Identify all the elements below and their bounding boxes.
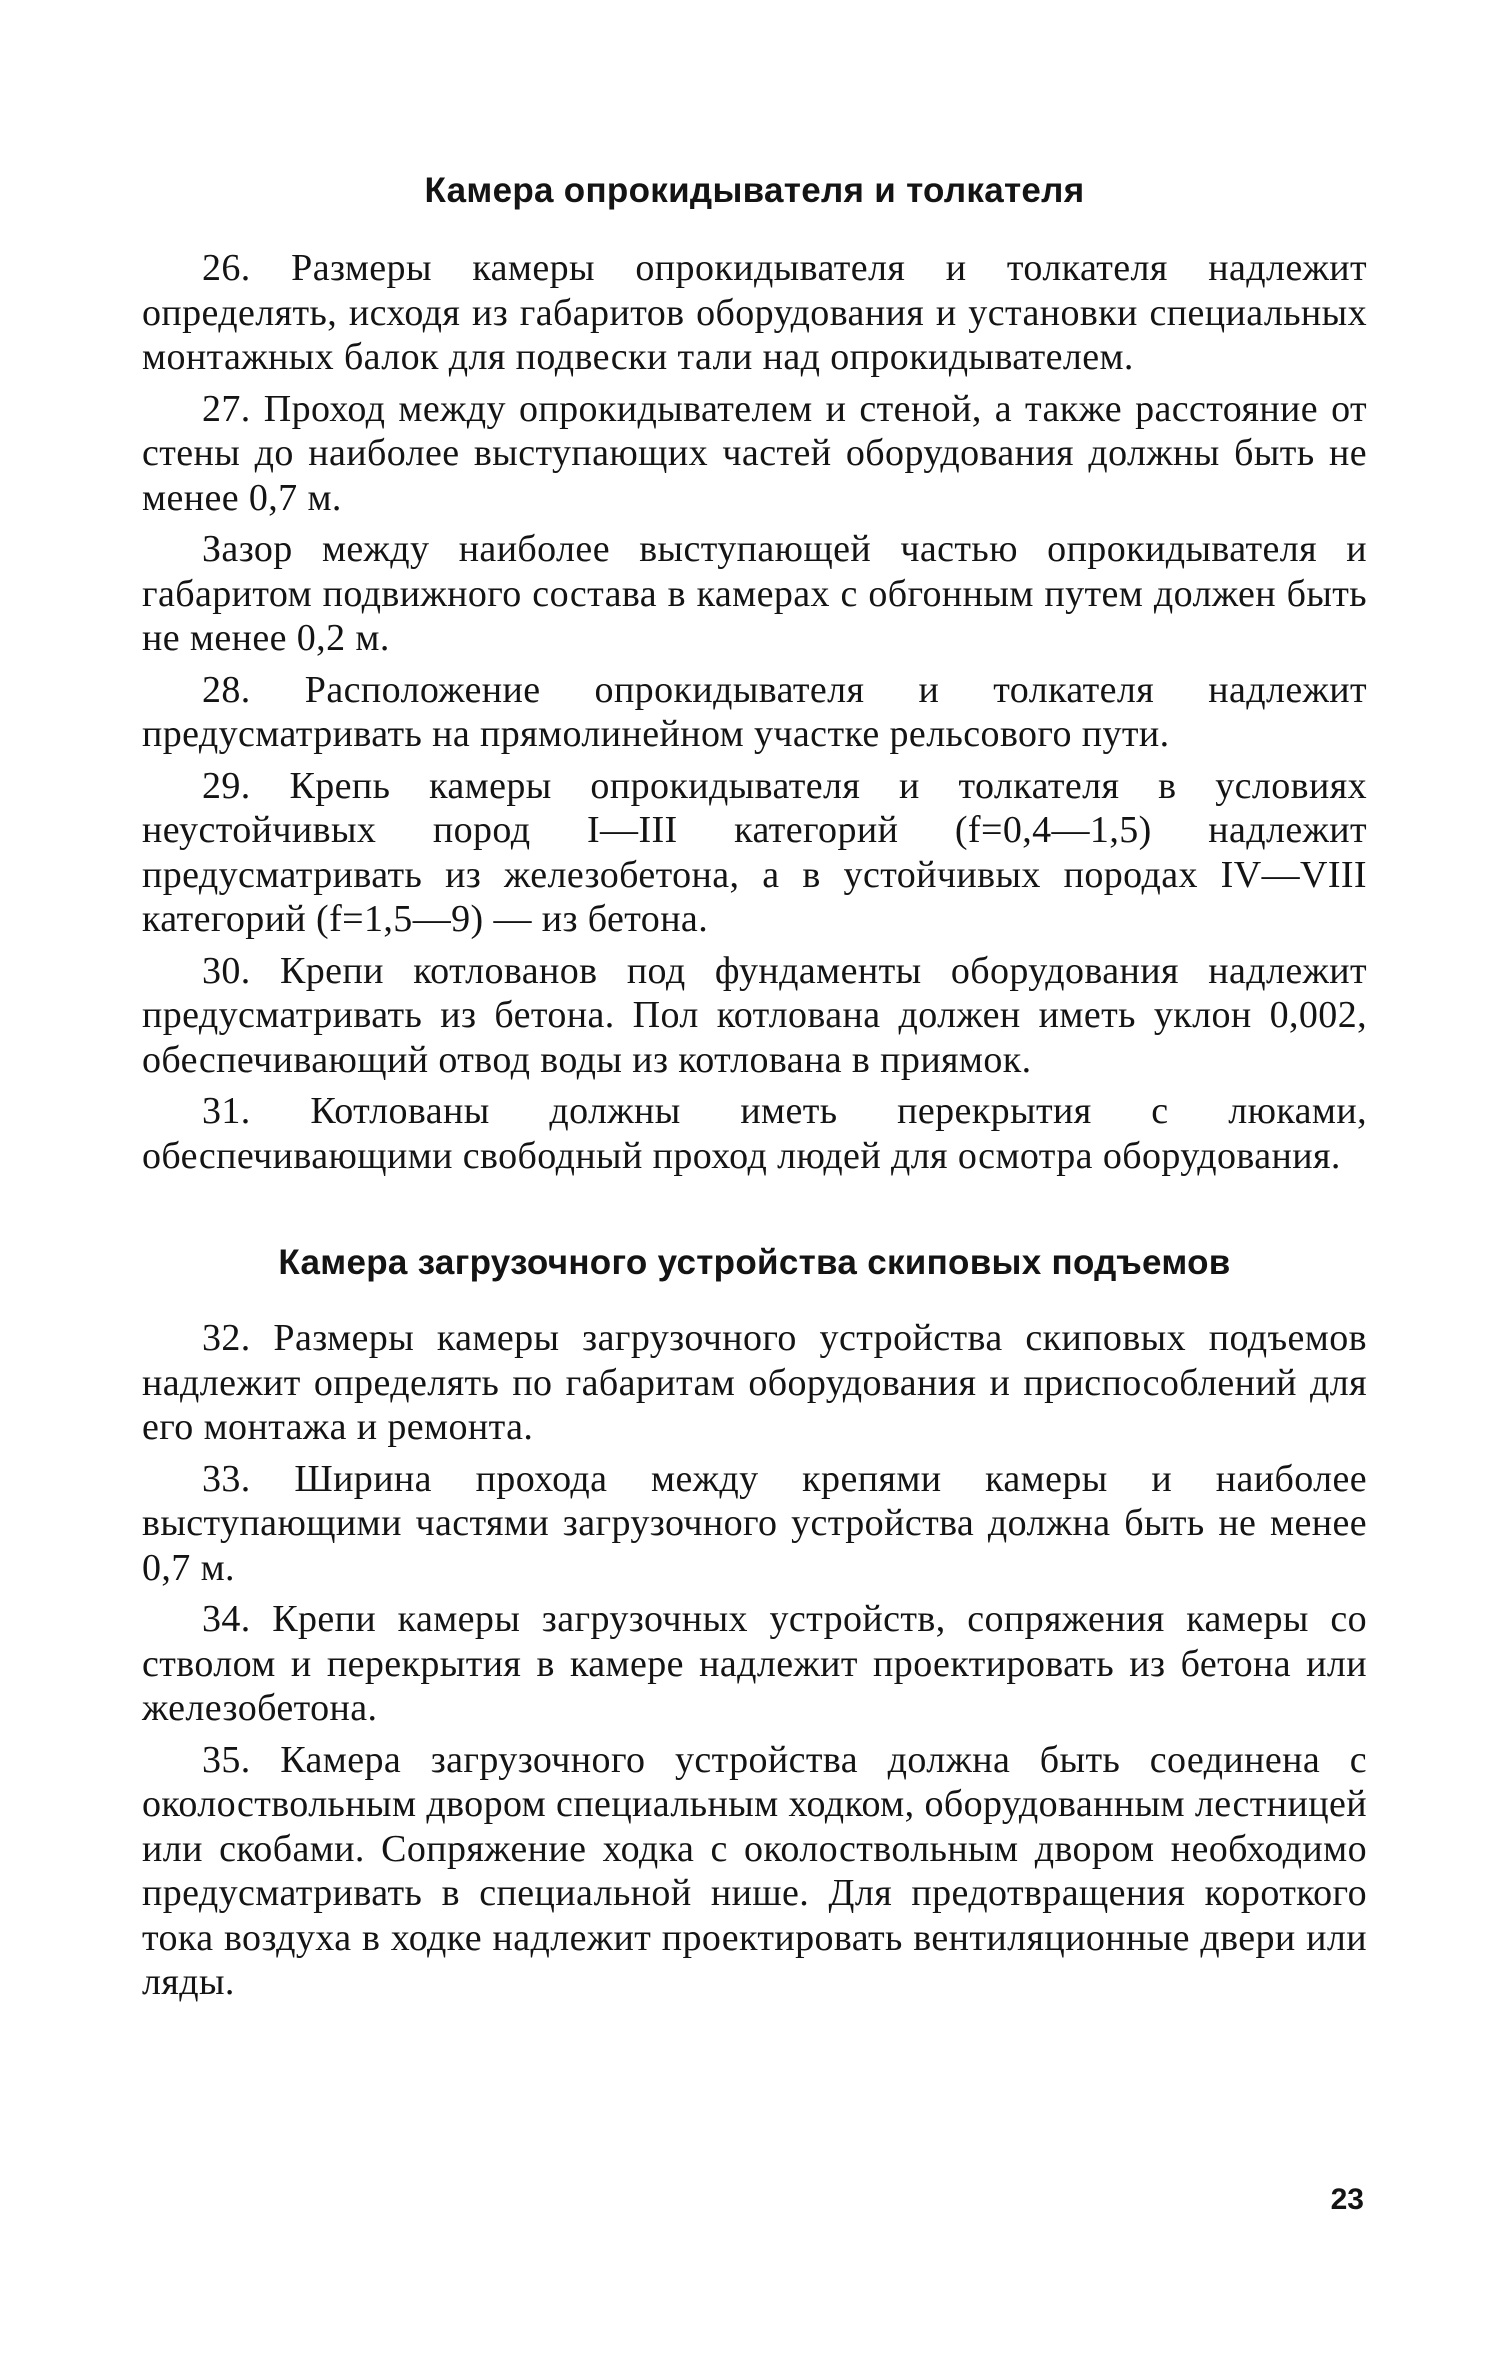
paragraph-27-clearance: Зазор между наиболее выступающей частью опрокидывателя и габаритом подвижного состава в камерах с обгонным путем должен быть не менее 0,2 м. xyxy=(142,528,1367,659)
paragraph-31: 31. Котлованы должны иметь перекрытия с люками, обеспечивающими свободный проход людей для осмотра оборудования. xyxy=(142,1090,1367,1177)
paragraph-33: 33. Ширина прохода между крепями камеры и наиболее выступающими частями загрузочного устройства должна быть не менее 0,7 м. xyxy=(142,1457,1367,1589)
paragraph-35: 35. Камера загрузочного устройства должна быть соединена с околоствольным двором специальным ходком, оборудованным лестницей или скобами. Сопряжение ходка с околоствольным двором необходимо предусматривать в специальной нише. Для предотвращения короткого тока воздуха в ходке надлежит проектировать вентиляционные двери или ляды. xyxy=(142,1738,1367,2003)
section-title-tipper-chamber: Камера опрокидывателя и толкателя xyxy=(424,171,1085,210)
paragraph-27: 27. Проход между опрокидывателем и стеной, а также расстояние от стены до наиболее выступающих частей оборудования должны быть не менее 0,7 м. xyxy=(142,387,1367,519)
paragraph-30: 30. Крепи котлованов под фундаменты оборудования надлежит предусматривать из бетона. Пол котлована должен иметь уклон 0,002, обеспечивающий отвод воды из котлована в приямок. xyxy=(142,949,1367,1081)
document-page xyxy=(142,160,1367,2012)
paragraph-34: 34. Крепи камеры загрузочных устройств, сопряжения камеры со стволом и перекрытия в камере надлежит проектировать из бетона или железобетона. xyxy=(142,1598,1367,1729)
paragraph-26: 26. Размеры камеры опрокидывателя и толкателя надлежит определять, исходя из габаритов оборудования и установки специальных монтажных балок для подвески тали над опрокидывателем. xyxy=(142,247,1367,378)
paragraph-32: 32. Размеры камеры загрузочного устройства скиповых подъемов надлежит определять по габаритам оборудования и приспособлений для его монтажа и ремонта. xyxy=(142,1317,1367,1448)
paragraph-28: 28. Расположение опрокидывателя и толкателя надлежит предусматривать на прямолинейном участке рельсового пути. xyxy=(142,668,1367,755)
section-title-skip-loading-chamber: Камера загрузочного устройства скиповых подъемов xyxy=(278,1243,1231,1282)
paragraph-29: 29. Крепь камеры опрокидывателя и толкателя в условиях неустойчивых пород I—III категорий (f=0,4—1,5) надлежит предусматривать из железобетона, а в устойчивых породах IV—VIII категорий (f=1,5—9) — из бетона. xyxy=(142,764,1367,940)
page-number: 23 xyxy=(1330,2183,1364,2216)
